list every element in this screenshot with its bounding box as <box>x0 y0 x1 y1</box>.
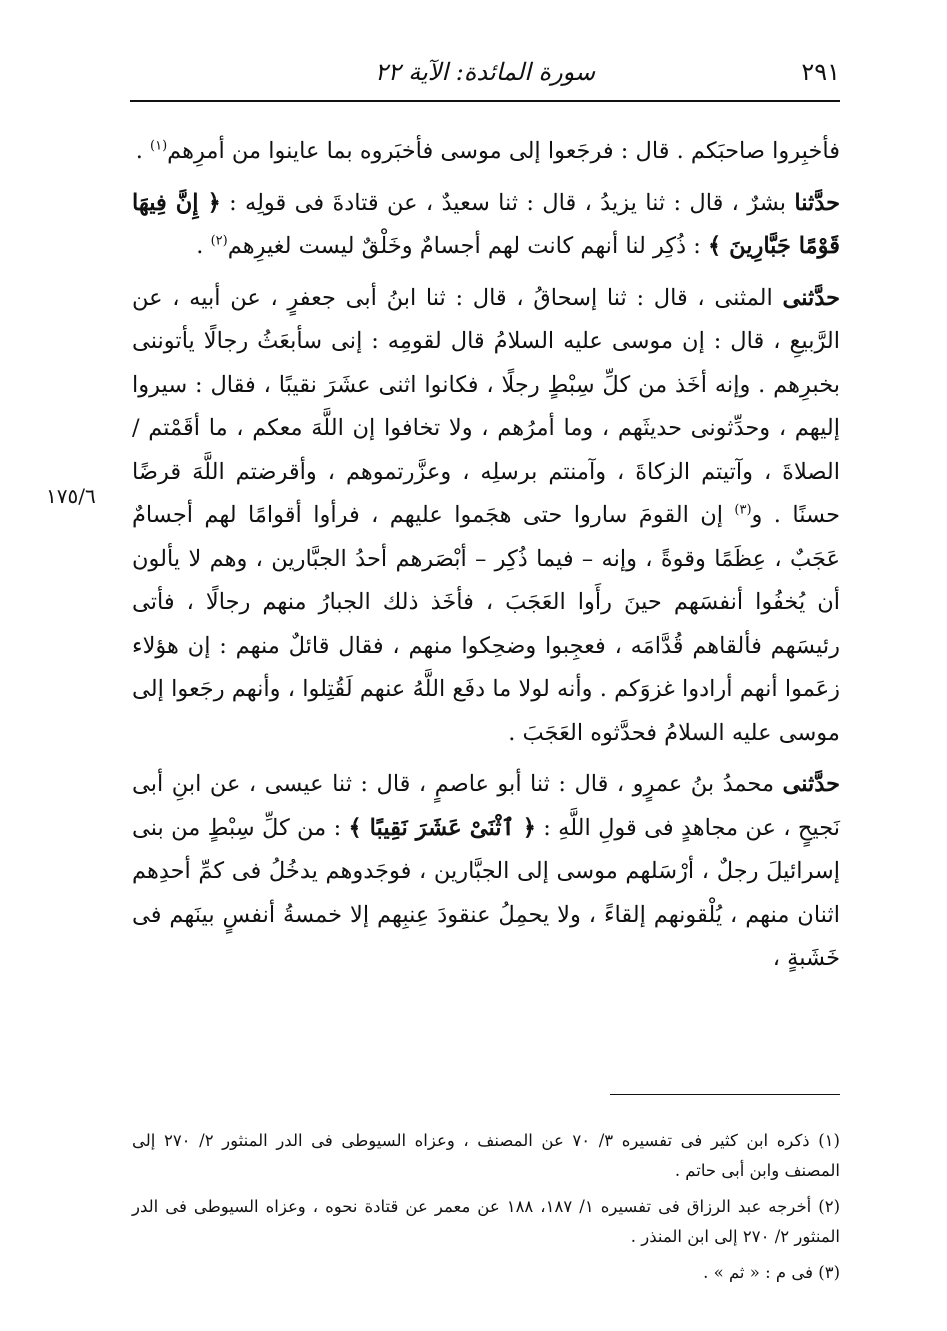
narration-lead: حدَّثنى <box>782 771 840 797</box>
quran-quote: ﴿ ٱثْنَىْ عَشَرَ نَقِيبًا ﴾ <box>348 814 536 841</box>
quran-quote: ﴿ إِنَّ فِيهَا قَوْمًا جَبَّارِينَ ﴾ <box>132 189 840 259</box>
footnote-marker: (١) <box>150 138 168 154</box>
paragraph-3 <box>132 763 840 981</box>
header-rule <box>130 100 840 102</box>
paragraph-2 <box>132 277 840 756</box>
main-text <box>132 130 840 989</box>
narration-lead: حدَّثنا <box>794 189 840 216</box>
narration-lead: حدَّثنى <box>782 284 840 311</box>
paragraph-text-continued: : ذُكِر لنا أنهم كانت لهم أجسامٌ وخَلْقٌ ليست لغيرِهم <box>227 233 709 259</box>
paragraph-text: محمدُ بنُ عمرٍو ، قال : ثنا أبو عاصمٍ ، قال : ثنا عيسى ، عن ابنِ أبى نَجيحٍ ، عن مجاهدٍ فى قولِ اللَّهِ : <box>132 771 840 841</box>
footnotes <box>132 1126 840 1294</box>
paragraph-text: المثنى ، قال : ثنا إسحاقُ ، قال : ثنا ابنُ أبى جعفرٍ ، عن أبيه ، عن الرَّبيعِ ، قال : إن موسى عليه السلامُ قال لقومِه : إنى سأبعَثُ رجالًا يأتوننى بخبرِهم . وإنه أخَذ من كلِّ سِبْطٍ رجلًا ، فكانوا اثنى عشَرَ نقيبًا ، فقال : سيروا إليهم ، وحدِّثونى حديثَهم ، وما أمرُهم ، ولا تخافوا إن اللَّهَ معكم ، ما أقَمْتم / الصلاةَ ، وآتيتم الزكاةَ ، وآمنتم برسلِه ، وعزَّرتموهم ، وأقرضتم اللَّهَ قرضًا حسنًا . و <box>132 284 840 528</box>
header-title: سورة المائدة: الآية ٢٢ <box>374 58 596 86</box>
paragraph-end: . <box>196 233 211 259</box>
page-number: ٢٩١ <box>801 58 840 86</box>
paragraph-0 <box>132 130 840 174</box>
footnote-2: (٢) أخرجه عبد الرزاق فى تفسيره ١/ ١٨٧، ١٨٨ عن معمر عن قتادة نحوه ، وعزاه السيوطى فى الدر المنثور ٢/ ٢٧٠ إلى ابن المنذر . <box>132 1197 840 1246</box>
footnote-rule <box>610 1094 840 1095</box>
paragraph-text: بشرٌ ، قال : ثنا يزيدُ ، قال : ثنا سعيدٌ ، عن قتادةَ فى قولِه : <box>220 189 795 216</box>
running-header <box>130 52 840 102</box>
paragraph-text: فأخبِروا صاحبَكم . قال : فرجَعوا إلى موسى فأخبَروه بما عاينوا من أمرِهم <box>167 138 840 164</box>
footnote-marker: (٢) <box>210 233 228 249</box>
paragraph-text-continued: : من كلِّ سِبْطٍ من بنى إسرائيلَ رجلٌ ، أرْسَلهم موسى إلى الجبَّارين ، فوجَدوهم يدخُلُ فى كمِّ أحدِهم اثنان منهم ، يُلْقونهم إلقاءً ، ولا يحمِلُ عنقودَ عِنبِهم إلا خمسةُ أنفسٍ بينَهم فى خَشَبةٍ ، <box>132 814 840 971</box>
footnote-marker: (٣) <box>734 502 752 518</box>
paragraph-1 <box>132 182 840 269</box>
paragraph-text-continued: إن القومَ ساروا حتى هجَموا عليهم ، فرأوا أقوامًا لهم أجسامٌ عَجَبٌ ، عِظَمًا وقوةً ، وإنه – فيما ذُكِر – أبْصَرهم أحدُ الجبَّارين ، وهم لا يألون أن يُخفُوا أنفسَهم حينَ رأَوا العَجَبَ ، فأخَذ ذلك الجبارُ منهم رجالًا ، فأتى رئيسَهم فألقاهم قُدَّامَه ، فعجِبوا وضحِكوا منهم ، فقال قائلٌ منهم : إن هؤلاء زعَموا أنهم أرادوا غزوَكم . وأنه لولا ما دفَع اللَّهُ عنهم لَقُتِلوا ، وأنهم رجَعوا إلى موسى عليه السلامُ فحدَّثوه العَجَبَ . <box>132 502 840 746</box>
footnote-1: (١) ذكره ابن كثير فى تفسيره ٣/ ٧٠ عن المصنف ، وعزاه السيوطى فى الدر المنثور ٢/ ٢٧٠ إلى المصنف وابن أبى حاتم . <box>132 1131 840 1180</box>
footnote-3: (٣) فى م : « ثم » . <box>703 1263 840 1282</box>
marginal-reference: ١٧٥/٦ <box>46 484 96 508</box>
paragraph-end: . <box>135 138 151 164</box>
